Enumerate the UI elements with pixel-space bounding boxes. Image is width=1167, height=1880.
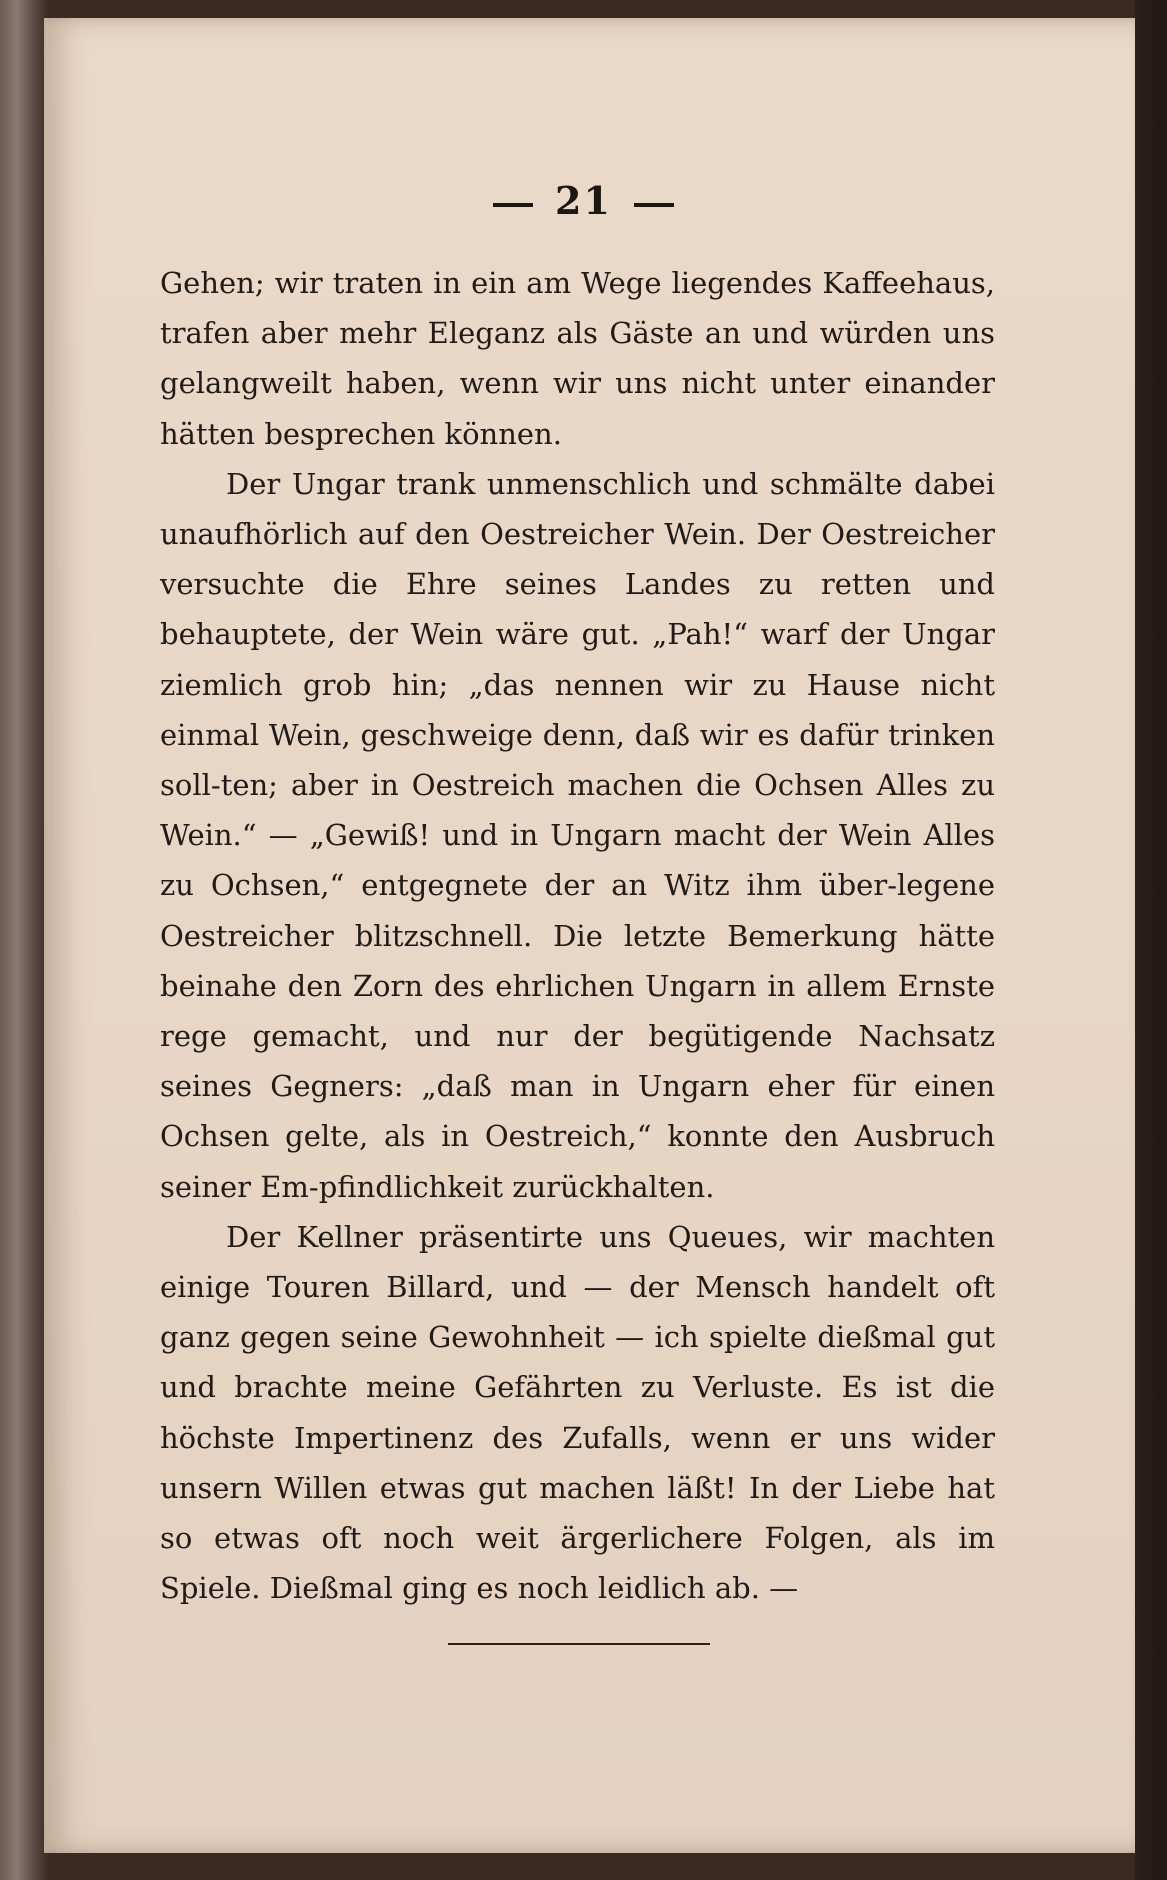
left-dash (493, 203, 533, 207)
paragraph-3: Der Kellner präsentirte uns Queues, wir machten einige Touren Billard, und — der Mensch handelt oft ganz gegen seine Gewohnheit — ich spielte dießmal gut und brachte meine Gefährten zu Verluste. Es ist die höchste Impertinenz des Zufalls, wenn er uns wider unsern Willen etwas gut machen läßt! In der Liebe hat so etwas oft noch weit ärgerlichere Folgen, als im Spiele. Dießmal ging es noch leidlich ab. — (160, 1219, 995, 1606)
book-spine (0, 0, 48, 1880)
page-edge-shadow (1135, 0, 1167, 1880)
right-dash (634, 203, 674, 207)
section-end-rule (448, 1643, 710, 1645)
paragraph-1: Gehen; wir traten in ein am Wege liegendes Kaffeehaus, trafen aber mehr Eleganz als Gäste an und würden uns gelangweilt haben, wenn wir uns nicht unter einander hätten besprechen können. (160, 266, 995, 451)
page-number: 21 (555, 178, 612, 223)
page-number-header (0, 178, 1167, 223)
paragraph-2: Der Ungar trank unmenschlich und schmälte dabei unaufhörlich auf den Oestreicher Wein. Der Oestreicher versuchte die Ehre seines Landes zu retten und behauptete, der Wein wäre gut. „Pah!“ warf der Ungar ziemlich grob hin; „das nennen wir zu Hause nicht einmal Wein, geschweige denn, daß wir es dafür trinken soll-ten; aber in Oestreich machen die Ochsen Alles zu Wein.“ — „Gewiß! und in Ungarn macht der Wein Alles zu Ochsen,“ entgegnete der an Witz ihm über-legene Oestreicher blitzschnell. Die letzte Bemerkung hätte beinahe den Zorn des ehrlichen Ungarn in allem Ernste rege gemacht, und nur der begütigende Nachsatz seines Gegners: „daß man in Ungarn eher für einen Ochsen gelte, als in Oestreich,“ konnte den Ausbruch seiner Em-pfindlichkeit zurückhalten. (160, 466, 995, 1204)
body-text (160, 258, 995, 1613)
